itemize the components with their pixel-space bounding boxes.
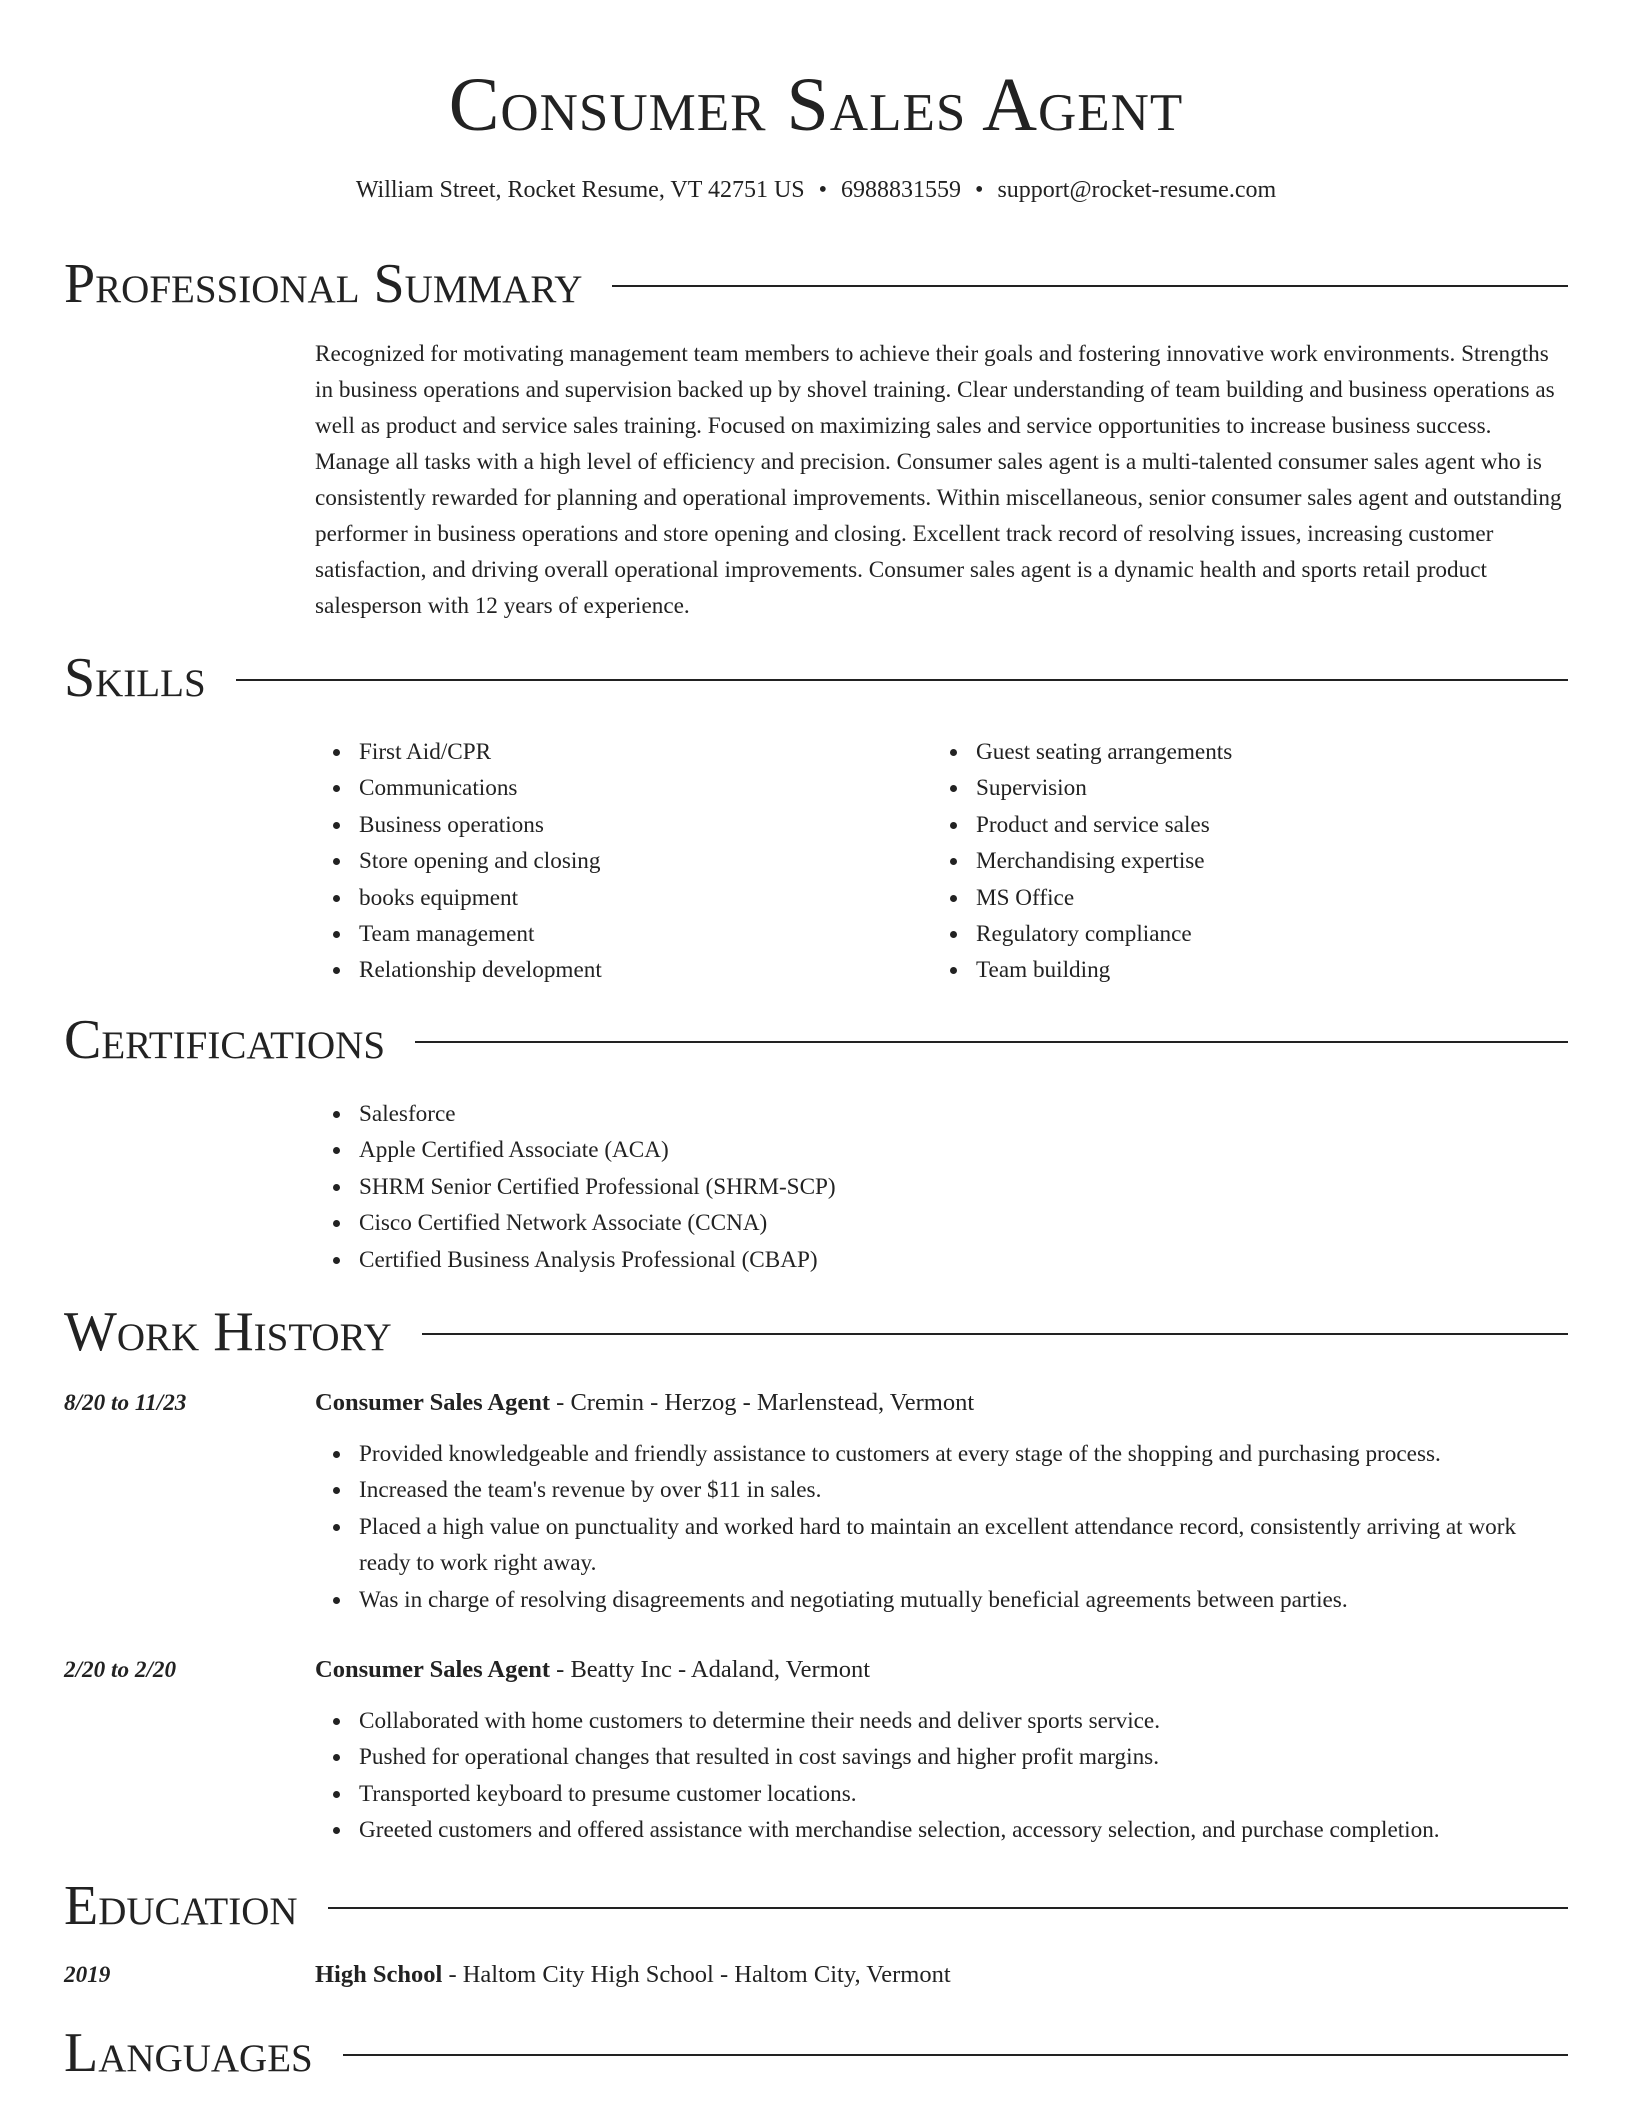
- section-title: Skills: [64, 647, 206, 709]
- skills-column-left: [315, 734, 932, 989]
- skill-item: Regulatory compliance: [976, 916, 1549, 952]
- skill-item: Communications: [359, 770, 932, 806]
- certifications-block: [315, 1096, 1568, 1278]
- contact-line: [0, 174, 1632, 206]
- job-title: Consumer Sales Agent: [315, 1656, 551, 1683]
- skill-item: Business operations: [359, 807, 932, 843]
- certification-item: Certified Business Analysis Professional (CBAP): [359, 1242, 1568, 1278]
- section-divider: [343, 2054, 1568, 2056]
- education-details: - Haltom City High School - Haltom City, Vermont: [442, 1961, 951, 1988]
- contact-phone: 6988831559: [841, 177, 962, 203]
- summary-block: [315, 336, 1568, 624]
- job-bullets-block: [315, 1703, 1568, 1849]
- section-title: Certifications: [64, 1009, 386, 1071]
- contact-separator: •: [818, 177, 828, 203]
- education-year: 2019: [64, 1962, 111, 1988]
- job-bullet: Greeted customers and offered assistance with merchandise selection, accessory selection, and purchase completion.: [359, 1812, 1568, 1848]
- job-bullet: Was in charge of resolving disagreements and negotiating mutually beneficial agreements between parties.: [359, 1582, 1568, 1618]
- certification-item: SHRM Senior Certified Professional (SHRM-SCP): [359, 1169, 1568, 1205]
- skills-block: [315, 734, 1568, 989]
- skill-item: First Aid/CPR: [359, 734, 932, 770]
- job-dates: 8/20 to 11/23: [64, 1390, 187, 1416]
- job-bullet: Collaborated with home customers to determine their needs and deliver sports service.: [359, 1703, 1568, 1739]
- skill-item: Product and service sales: [976, 807, 1549, 843]
- candidate-name: Consumer Sales Agent: [448, 63, 1184, 147]
- contact-address: William Street, Rocket Resume, VT 42751 US: [355, 177, 805, 203]
- section-header-work-history: [64, 1302, 1568, 1362]
- section-title: Work History: [64, 1301, 392, 1363]
- education-degree: High School: [315, 1961, 443, 1988]
- section-divider: [422, 1333, 1568, 1335]
- job-details: - Beatty Inc - Adaland, Vermont: [550, 1656, 871, 1683]
- section-divider: [415, 1041, 1568, 1043]
- certification-item: Apple Certified Associate (ACA): [359, 1132, 1568, 1168]
- section-header-skills: [64, 648, 1568, 708]
- section-header-summary: [64, 254, 1568, 314]
- contact-separator: •: [975, 177, 984, 203]
- contact-email[interactable]: support@rocket-resume.com: [997, 177, 1277, 203]
- job-bullet: Provided knowledgeable and friendly assistance to customers at every stage of the shopping and purchasing process.: [359, 1436, 1568, 1472]
- section-divider: [612, 285, 1568, 287]
- skills-column-right: [932, 734, 1549, 989]
- section-header-certifications: [64, 1010, 1568, 1070]
- section-divider: [236, 679, 1568, 681]
- skill-item: Guest seating arrangements: [976, 734, 1549, 770]
- skill-item: Supervision: [976, 770, 1549, 806]
- section-divider: [328, 1907, 1568, 1909]
- summary-text: Recognized for motivating management team members to achieve their goals and fostering innovative work environments. Strengths in business operations and supervision backed up by shovel training. Clear understanding of team building and business operations as well as product and service sales training. Focused on maximizing sales and service opportunities to increase business success. Manage all tasks with a high level of efficiency and precision. Consumer sales agent is a multi-talented consumer sales agent who is consistently rewarded for planning and operational improvements. Within miscellaneous, senior consumer sales agent and outstanding performer in business operations and store opening and closing. Excellent track record of resolving issues, increasing customer satisfaction, and driving overall operational improvements. Consumer sales agent is a dynamic health and sports retail product salesperson with 12 years of experience.: [315, 341, 1562, 619]
- job-bullet: Transported keyboard to presume customer locations.: [359, 1776, 1568, 1812]
- skill-item: books equipment: [359, 880, 932, 916]
- skill-item: Store opening and closing: [359, 843, 932, 879]
- job-dates: 2/20 to 2/20: [64, 1657, 177, 1683]
- education-heading: [315, 1957, 951, 1993]
- job-bullet: Placed a high value on punctuality and worked hard to maintain an excellent attendance record, consistently arriving at work ready to work right away.: [359, 1509, 1568, 1582]
- skill-item: Relationship development: [359, 952, 932, 988]
- skill-item: Team management: [359, 916, 932, 952]
- certification-item: Salesforce: [359, 1096, 1568, 1132]
- section-header-education: [64, 1876, 1568, 1936]
- job-bullets-block: [315, 1436, 1568, 1618]
- job-bullet: Increased the team's revenue by over $11 in sales.: [359, 1472, 1568, 1508]
- skill-item: MS Office: [976, 880, 1549, 916]
- skill-item: Merchandising expertise: [976, 843, 1549, 879]
- section-title: Languages: [64, 2022, 313, 2084]
- section-header-languages: [64, 2023, 1568, 2083]
- job-heading: [315, 1652, 870, 1688]
- job-bullet: Pushed for operational changes that resulted in cost savings and higher profit margins.: [359, 1739, 1568, 1775]
- skill-item: Team building: [976, 952, 1549, 988]
- job-details: - Cremin - Herzog - Marlenstead, Vermont: [550, 1389, 975, 1416]
- job-heading: [315, 1385, 974, 1421]
- section-title: Education: [64, 1875, 298, 1937]
- job-title: Consumer Sales Agent: [315, 1389, 551, 1416]
- section-title: Professional Summary: [64, 253, 583, 315]
- certification-item: Cisco Certified Network Associate (CCNA): [359, 1205, 1568, 1241]
